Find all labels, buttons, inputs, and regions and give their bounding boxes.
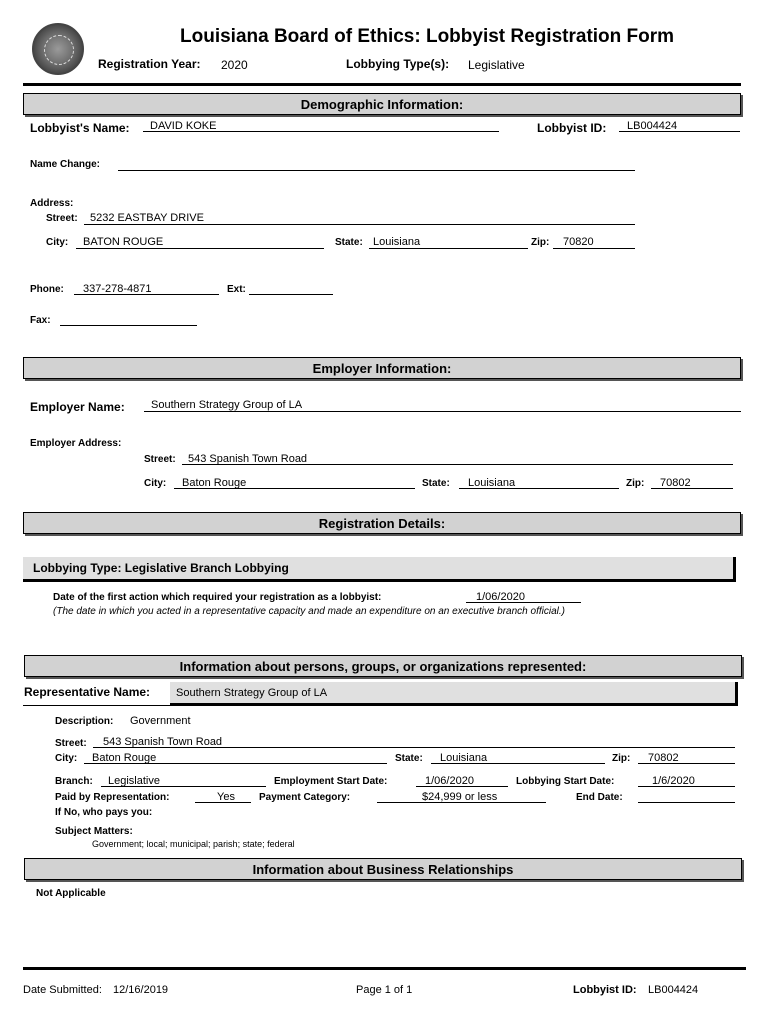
ext-line (249, 294, 333, 295)
section-registration: Registration Details: (23, 512, 741, 534)
street-line (84, 224, 635, 225)
rep-state-label: State: (395, 753, 423, 764)
first-action-note: (The date in which you acted in a representative capacity and made an expenditure on an executive branch official.) (53, 606, 565, 617)
employment-start-line (416, 786, 508, 787)
employer-zip-line (651, 488, 733, 489)
rep-zip-label: Zip: (612, 753, 631, 764)
zip-label: Zip: (531, 237, 550, 248)
fax-label: Fax: (30, 315, 51, 326)
employer-state-line (459, 488, 619, 489)
lobbying-types-label: Lobbying Type(s): (346, 57, 450, 71)
street-label: Street: (46, 213, 78, 224)
state-label: State: (335, 237, 363, 248)
rep-street-line (93, 747, 735, 748)
employer-state-label: State: (422, 478, 450, 489)
description-label: Description: (55, 716, 114, 727)
city-value: BATON ROUGE (83, 236, 164, 248)
footer-divider (23, 967, 746, 970)
rep-city-label: City: (55, 753, 78, 764)
paid-line (195, 802, 251, 803)
name-change-label: Name Change: (30, 159, 101, 170)
end-date-line (638, 802, 735, 803)
branch-line (101, 786, 266, 787)
state-line (369, 248, 528, 249)
state-value: Louisiana (373, 236, 421, 248)
section-business: Information about Business Relationships (24, 858, 742, 880)
employer-zip-value: 70802 (660, 477, 691, 489)
footer-lobbyist-id-label: Lobbyist ID: (573, 984, 637, 996)
lobbying-start-label: Lobbying Start Date: (516, 776, 615, 787)
page-number: Page 1 of 1 (356, 984, 413, 996)
lobbying-start-value: 1/6/2020 (652, 775, 695, 787)
city-label: City: (46, 237, 69, 248)
page-title: Louisiana Board of Ethics: Lobbyist Registration Form (180, 26, 675, 47)
who-pays-label: If No, who pays you: (55, 807, 153, 818)
description-value: Government (130, 715, 191, 727)
payment-category-value: $24,999 or less (422, 791, 498, 803)
employer-street-line (182, 464, 733, 465)
phone-label: Phone: (30, 284, 64, 295)
employer-address-label: Employer Address: (30, 438, 122, 449)
employer-state-value: Louisiana (468, 477, 516, 489)
first-action-line (466, 602, 581, 603)
rep-street-label: Street: (55, 738, 87, 749)
name-change-line (118, 170, 635, 171)
zip-value: 70820 (563, 236, 594, 248)
payment-category-line (377, 802, 546, 803)
employment-start-value: 1/06/2020 (425, 775, 474, 787)
section-demographic: Demographic Information: (23, 93, 741, 115)
lobbying-type-bar: Lobbying Type: Legislative Branch Lobbying (23, 557, 736, 582)
lobbyist-name-value: DAVID KOKE (150, 120, 217, 132)
employer-name-line (144, 411, 741, 412)
street-value: 5232 EASTBAY DRIVE (90, 212, 204, 224)
payment-category-label: Payment Category: (259, 792, 351, 803)
phone-line (74, 294, 219, 295)
lobbyist-id-value: LB004424 (627, 120, 678, 132)
branch-value: Legislative (108, 775, 160, 787)
rep-city-value: Baton Rouge (92, 752, 157, 764)
address-label: Address: (30, 198, 74, 209)
business-value: Not Applicable (36, 888, 106, 899)
rep-name-underline (23, 705, 170, 706)
rep-zip-value: 70802 (648, 752, 679, 764)
employer-street-value: 543 Spanish Town Road (188, 453, 308, 465)
registration-year-label: Registration Year: (98, 57, 201, 71)
rep-state-line (431, 763, 605, 764)
lobbying-types-value: Legislative (468, 58, 525, 72)
registration-year-value: 2020 (221, 58, 248, 72)
rep-name-label: Representative Name: (24, 685, 151, 699)
subject-matters-value: Government; local; municipal; parish; state; federal (92, 839, 295, 849)
date-submitted-label: Date Submitted: (23, 984, 102, 996)
rep-street-value: 543 Spanish Town Road (103, 736, 223, 748)
fax-line (60, 325, 197, 326)
employer-city-value: Baton Rouge (182, 477, 247, 489)
date-submitted-value: 12/16/2019 (113, 984, 169, 996)
paid-value: Yes (217, 791, 235, 803)
lobbyist-name-line (143, 131, 499, 132)
lobbyist-id-label: Lobbyist ID: (537, 121, 607, 135)
branch-label: Branch: (55, 776, 93, 787)
employer-street-label: Street: (144, 454, 176, 465)
paid-label: Paid by Representation: (55, 792, 170, 803)
rep-state-value: Louisiana (440, 752, 488, 764)
rep-name-value: Southern Strategy Group of LA (170, 682, 738, 706)
phone-value: 337-278-4871 (83, 283, 152, 295)
lobbyist-id-line (619, 131, 740, 132)
end-date-label: End Date: (576, 792, 623, 803)
header-divider (23, 83, 741, 86)
first-action-date: 1/06/2020 (476, 591, 525, 603)
employer-zip-label: Zip: (626, 478, 645, 489)
employer-name-value: Southern Strategy Group of LA (151, 399, 303, 411)
employer-city-line (174, 488, 415, 489)
lobbying-start-line (638, 786, 735, 787)
footer-lobbyist-id-value: LB004424 (648, 984, 699, 996)
employer-city-label: City: (144, 478, 167, 489)
first-action-label: Date of the first action which required your registration as a lobbyist: (53, 592, 382, 603)
employment-start-label: Employment Start Date: (274, 776, 388, 787)
section-employer: Employer Information: (23, 357, 741, 379)
lobbyist-name-label: Lobbyist's Name: (30, 121, 130, 135)
ext-label: Ext: (227, 284, 246, 295)
state-seal-logo (32, 23, 84, 75)
rep-city-line (84, 763, 387, 764)
subject-matters-label: Subject Matters: (55, 826, 133, 837)
city-line (76, 248, 324, 249)
section-represented: Information about persons, groups, or organizations represented: (24, 655, 742, 677)
zip-line (553, 248, 635, 249)
rep-zip-line (638, 763, 735, 764)
employer-name-label: Employer Name: (30, 400, 125, 414)
